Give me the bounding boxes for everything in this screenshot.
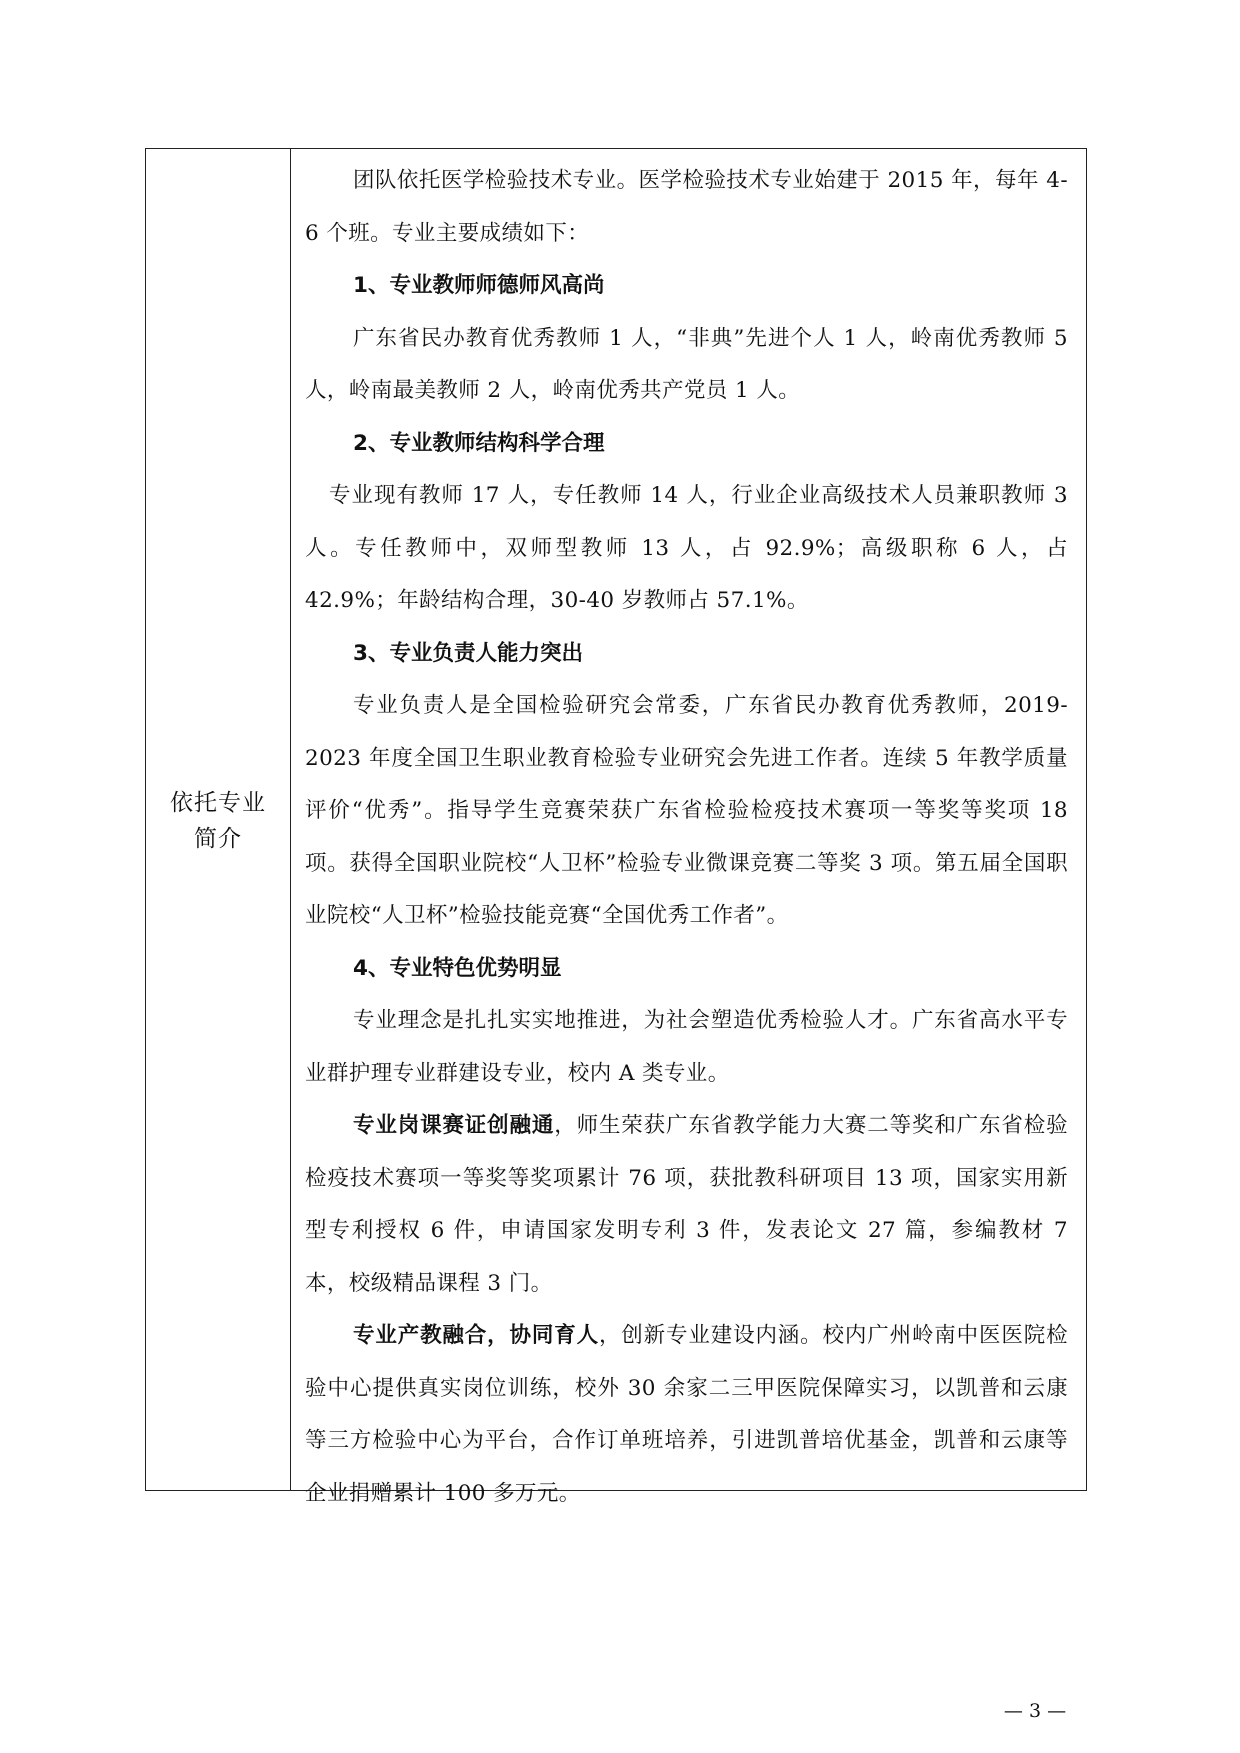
row-label-line1: 依托专业 <box>170 790 266 816</box>
page-number: — 3 — <box>1003 1700 1067 1722</box>
intro-paragraph: 团队依托医学检验技术专业。医学检验技术专业始建于 2015 年，每年 4-6 个班。专业主要成绩如下： <box>305 168 1068 246</box>
label-cell <box>146 149 291 1490</box>
row-label <box>146 785 290 857</box>
section-heading-1: 1、专业教师师德师风高尚 <box>353 273 605 298</box>
section-paragraph-5 <box>305 1100 1068 1310</box>
section-heading-2: 2、专业教师结构科学合理 <box>353 430 605 456</box>
info-table <box>145 148 1087 1506</box>
section-paragraph-4: 专业理念是扎扎实实地推进，为社会塑造优秀检验人才。广东省高水平专业群护理专业群建设专业，校内 A 类专业。 <box>305 1008 1068 1086</box>
section-heading-3: 3、专业负责人能力突出 <box>353 640 583 666</box>
paragraph-6-lead: 专业产教融合，协同育人 <box>353 1323 599 1348</box>
section-paragraph-2: 专业现有教师 17 人，专任教师 14 人，行业企业高级技术人员兼职教师 3 人。专任教师中，双师型教师 13 人，占 92.9%；高级职称 6 人，占 42.9%；年龄结构合理，30-40 岁教师占 57.1%。 <box>305 483 1068 613</box>
paragraph-5-body: ，师生荣获广东省教学能力大赛二等奖和广东省检验检疫技术赛项一等奖等奖项累计 76 项，获批教科研项目 13 项，国家实用新型专利授权 6 件，申请国家发明专利 3 件，发表论文 27 篇，参编教材 7 本，校级精品课程 3 门。 <box>305 1113 1069 1296</box>
paragraph-5-lead: 专业岗课赛证创融通 <box>353 1113 555 1138</box>
section-paragraph-6 <box>305 1310 1068 1520</box>
section-heading-4: 4、专业特色优势明显 <box>353 955 562 981</box>
section-paragraph-1: 广东省民办教育优秀教师 1 人，“非典”先进个人 1 人，岭南优秀教师 5 人，岭南最美教师 2 人，岭南优秀共产党员 1 人。 <box>305 325 1068 403</box>
paragraph-6-body: ，创新专业建设内涵。校内广州岭南中医医院检验中心提供真实岗位训练，校外 30 余家二三甲医院保障实习，以凯普和云康等三方检验中心为平台，合作订单班培养，引进凯普培优基金，凯普和云康等企业捐赠累计 100 多万元。 <box>305 1323 1068 1506</box>
content-cell <box>291 149 1086 1506</box>
section-paragraph-3: 专业负责人是全国检验研究会常委，广东省民办教育优秀教师，2019-2023 年度全国卫生职业教育检验专业研究会先进工作者。连续 5 年教学质量评价“优秀”。指导学生竞赛荣获广东省检验检疫技术赛项一等奖等奖项 18 项。获得全国职业院校“人卫杯”检验专业微课竞赛二等奖 3 项。第五届全国职业院校“人卫杯”检验技能竞赛“全国优秀工作者”。 <box>305 693 1068 928</box>
row-label-line2: 简介 <box>194 826 242 852</box>
